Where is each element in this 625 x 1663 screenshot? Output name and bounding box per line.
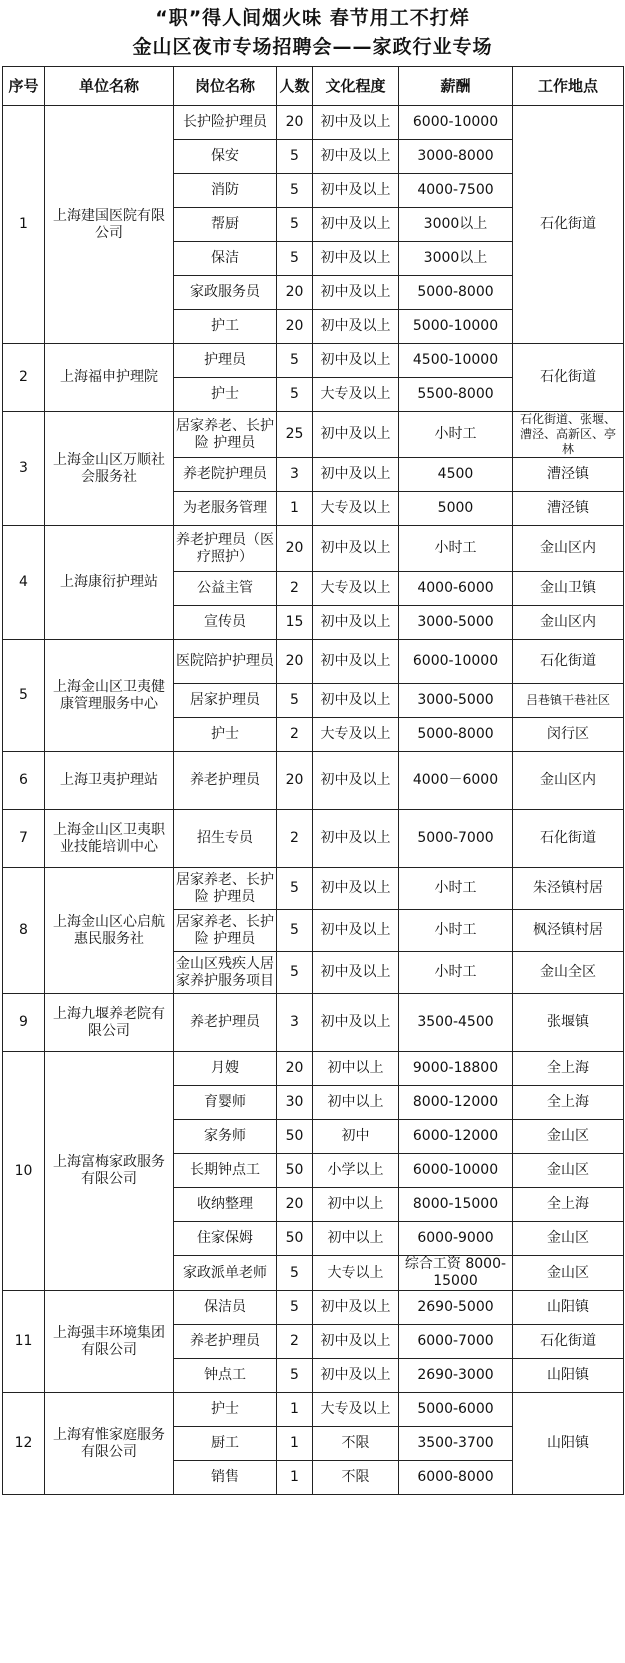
job-title: 养老院护理员 [174,458,277,492]
work-location: 石化街道 [513,344,624,412]
job-title: 养老护理员 [174,752,277,810]
job-title: 养老护理员 [174,1325,277,1359]
title-line-2: 金山区夜市专场招聘会——家政行业专场 [132,36,493,58]
job-title: 销售 [174,1461,277,1495]
job-title: 育婴师 [174,1086,277,1120]
job-title: 金山区残疾人居家养护服务项目 [174,952,277,994]
job-title: 帮厨 [174,208,277,242]
job-count: 20 [277,1188,313,1222]
job-salary: 3000-5000 [399,606,513,640]
job-education: 大专及以上 [313,718,399,752]
unit-number: 10 [3,1052,45,1291]
job-salary: 6000-12000 [399,1120,513,1154]
job-count: 20 [277,1052,313,1086]
work-location: 石化街道 [513,640,624,684]
job-count: 5 [277,1291,313,1325]
unit-number: 8 [3,868,45,994]
job-salary: 8000-15000 [399,1188,513,1222]
work-location: 枫泾镇村居 [513,910,624,952]
job-title: 消防 [174,174,277,208]
job-title: 家政派单老师 [174,1256,277,1291]
job-education: 初中及以上 [313,242,399,276]
work-location: 张堰镇 [513,994,624,1052]
work-location: 全上海 [513,1086,624,1120]
job-education: 初中及以上 [313,526,399,572]
job-title: 居家养老、长护险 护理员 [174,868,277,910]
unit-number: 5 [3,640,45,752]
job-count: 2 [277,1325,313,1359]
job-salary: 2690-5000 [399,1291,513,1325]
job-count: 50 [277,1120,313,1154]
job-salary: 6000-8000 [399,1461,513,1495]
job-title: 住家保姆 [174,1222,277,1256]
job-count: 5 [277,1256,313,1291]
job-salary: 4000-7500 [399,174,513,208]
work-location: 全上海 [513,1188,624,1222]
job-salary: 5000-7000 [399,810,513,868]
job-title: 护工 [174,310,277,344]
job-education: 初中及以上 [313,640,399,684]
table-row [3,526,624,572]
unit-number: 4 [3,526,45,640]
unit-name: 上海卫夷护理站 [45,752,174,810]
job-education: 初中及以上 [313,910,399,952]
job-salary: 小时工 [399,910,513,952]
job-education: 初中及以上 [313,106,399,140]
unit-number: 12 [3,1393,45,1495]
unit-name: 上海宥惟家庭服务有限公司 [45,1393,174,1495]
job-count: 20 [277,752,313,810]
job-title: 长护险护理员 [174,106,277,140]
job-salary: 3500-4500 [399,994,513,1052]
job-education: 初中以上 [313,1188,399,1222]
job-count: 1 [277,1461,313,1495]
table-row [3,1393,624,1427]
unit-number: 1 [3,106,45,344]
job-education: 初中以上 [313,1052,399,1086]
job-count: 25 [277,412,313,458]
table-row [3,412,624,458]
unit-name: 上海强丰环境集团有限公司 [45,1291,174,1393]
unit-number: 7 [3,810,45,868]
job-count: 5 [277,952,313,994]
job-salary: 综合工资 8000-15000 [399,1256,513,1291]
job-salary: 小时工 [399,868,513,910]
job-education: 小学以上 [313,1154,399,1188]
job-salary: 3500-3700 [399,1427,513,1461]
table-row [3,640,624,684]
job-title: 保洁 [174,242,277,276]
work-location: 金山区 [513,1256,624,1291]
job-count: 50 [277,1154,313,1188]
job-salary: 5000-10000 [399,310,513,344]
job-education: 不限 [313,1427,399,1461]
job-count: 2 [277,572,313,606]
job-count: 1 [277,1393,313,1427]
job-title: 保安 [174,140,277,174]
job-title: 医院陪护护理员 [174,640,277,684]
job-title: 家政服务员 [174,276,277,310]
job-education: 大专以上 [313,1256,399,1291]
job-title: 招生专员 [174,810,277,868]
work-location: 山阳镇 [513,1291,624,1325]
recruitment-table [2,66,624,1495]
job-count: 1 [277,492,313,526]
job-education: 不限 [313,1461,399,1495]
job-salary: 6000-7000 [399,1325,513,1359]
work-location: 金山区内 [513,752,624,810]
unit-number: 2 [3,344,45,412]
job-title: 养老护理员（医疗照护） [174,526,277,572]
table-row [3,994,624,1052]
unit-number: 3 [3,412,45,526]
job-salary: 6000-10000 [399,106,513,140]
unit-name: 上海康衍护理站 [45,526,174,640]
job-salary: 5000 [399,492,513,526]
job-salary: 小时工 [399,526,513,572]
work-location: 全上海 [513,1052,624,1086]
work-location: 漕泾镇 [513,458,624,492]
job-salary: 3000-8000 [399,140,513,174]
job-education: 初中及以上 [313,310,399,344]
work-location: 朱泾镇村居 [513,868,624,910]
unit-number: 11 [3,1291,45,1393]
job-education: 初中以上 [313,1222,399,1256]
table-row [3,344,624,378]
table-row [3,106,624,140]
job-education: 初中及以上 [313,276,399,310]
header-count: 人数 [277,67,313,106]
job-education: 初中及以上 [313,994,399,1052]
job-salary: 5000-8000 [399,276,513,310]
table-row [3,752,624,810]
unit-name: 上海九堰养老院有限公司 [45,994,174,1052]
job-education: 初中及以上 [313,684,399,718]
job-salary: 5000-8000 [399,718,513,752]
table-row [3,810,624,868]
work-location: 吕巷镇干巷社区 [513,684,624,718]
table-body [3,106,624,1495]
job-salary: 6000-10000 [399,1154,513,1188]
job-count: 5 [277,174,313,208]
job-salary: 4500 [399,458,513,492]
job-education: 初中及以上 [313,458,399,492]
unit-name: 上海金山区卫夷健康管理服务中心 [45,640,174,752]
job-salary: 3000以上 [399,208,513,242]
job-count: 30 [277,1086,313,1120]
title-line-1: “职”得人间烟火味 春节用工不打烊 [155,7,470,29]
unit-name: 上海金山区卫夷职业技能培训中心 [45,810,174,868]
job-title: 厨工 [174,1427,277,1461]
job-count: 20 [277,310,313,344]
work-location: 金山区 [513,1154,624,1188]
job-count: 15 [277,606,313,640]
job-salary: 6000-10000 [399,640,513,684]
job-count: 2 [277,718,313,752]
job-title: 护理员 [174,344,277,378]
job-salary: 9000-18800 [399,1052,513,1086]
job-education: 初中及以上 [313,208,399,242]
unit-number: 6 [3,752,45,810]
job-title: 护士 [174,718,277,752]
job-count: 1 [277,1427,313,1461]
unit-name: 上海金山区心启航惠民服务社 [45,868,174,994]
job-title: 钟点工 [174,1359,277,1393]
job-title: 长期钟点工 [174,1154,277,1188]
header-salary: 薪酬 [399,67,513,106]
job-count: 5 [277,242,313,276]
job-education: 初中 [313,1120,399,1154]
job-education: 初中及以上 [313,752,399,810]
job-salary: 3000-5000 [399,684,513,718]
job-salary: 小时工 [399,952,513,994]
job-count: 3 [277,994,313,1052]
job-education: 初中及以上 [313,140,399,174]
job-education: 初中及以上 [313,344,399,378]
job-count: 5 [277,684,313,718]
job-education: 初中及以上 [313,952,399,994]
job-education: 大专及以上 [313,572,399,606]
job-education: 初中及以上 [313,174,399,208]
job-title: 为老服务管理 [174,492,277,526]
header-location: 工作地点 [513,67,624,106]
work-location: 金山区内 [513,606,624,640]
job-title: 居家养老、长护险 护理员 [174,412,277,458]
work-location: 金山区 [513,1222,624,1256]
job-count: 5 [277,910,313,952]
unit-name: 上海福申护理院 [45,344,174,412]
job-salary: 5500-8000 [399,378,513,412]
job-title: 月嫂 [174,1052,277,1086]
job-title: 宣传员 [174,606,277,640]
work-location: 石化街道 [513,1325,624,1359]
job-title: 护士 [174,378,277,412]
work-location: 石化街道 [513,810,624,868]
job-count: 5 [277,378,313,412]
job-title: 公益主管 [174,572,277,606]
job-salary: 2690-3000 [399,1359,513,1393]
job-salary: 5000-6000 [399,1393,513,1427]
work-location: 山阳镇 [513,1359,624,1393]
job-education: 大专及以上 [313,492,399,526]
job-salary: 4000-6000 [399,572,513,606]
job-count: 5 [277,208,313,242]
unit-name: 上海建国医院有限公司 [45,106,174,344]
job-title: 护士 [174,1393,277,1427]
job-count: 3 [277,458,313,492]
header-job-title: 岗位名称 [174,67,277,106]
job-salary: 6000-9000 [399,1222,513,1256]
job-title: 居家护理员 [174,684,277,718]
job-count: 5 [277,1359,313,1393]
work-location: 闵行区 [513,718,624,752]
work-location: 金山区 [513,1120,624,1154]
job-count: 50 [277,1222,313,1256]
job-salary: 小时工 [399,412,513,458]
job-count: 20 [277,640,313,684]
work-location: 漕泾镇 [513,492,624,526]
header-unit-name: 单位名称 [45,67,174,106]
job-title: 收纳整理 [174,1188,277,1222]
table-row [3,1052,624,1086]
job-education: 初中及以上 [313,810,399,868]
job-title: 家务师 [174,1120,277,1154]
job-salary: 8000-12000 [399,1086,513,1120]
job-count: 20 [277,276,313,310]
job-education: 初中及以上 [313,1325,399,1359]
job-education: 初中及以上 [313,868,399,910]
job-title: 保洁员 [174,1291,277,1325]
job-count: 5 [277,344,313,378]
job-count: 2 [277,810,313,868]
job-education: 大专及以上 [313,1393,399,1427]
job-title: 养老护理员 [174,994,277,1052]
header-education: 文化程度 [313,67,399,106]
work-location: 山阳镇 [513,1393,624,1495]
table-row [3,868,624,910]
job-education: 初中以上 [313,1086,399,1120]
job-education: 初中及以上 [313,606,399,640]
title-block [0,0,625,66]
job-salary: 3000以上 [399,242,513,276]
work-location: 金山卫镇 [513,572,624,606]
job-title: 居家养老、长护险 护理员 [174,910,277,952]
job-count: 20 [277,526,313,572]
job-count: 20 [277,106,313,140]
job-count: 5 [277,868,313,910]
unit-number: 9 [3,994,45,1052]
job-education: 初中及以上 [313,1359,399,1393]
job-salary: 4500-10000 [399,344,513,378]
unit-name: 上海富梅家政服务有限公司 [45,1052,174,1291]
work-location: 石化街道、张堰、漕泾、高新区、亭林 [513,412,624,458]
job-salary: 4000－6000 [399,752,513,810]
table-row [3,1291,624,1325]
work-location: 金山区内 [513,526,624,572]
work-location: 石化街道 [513,106,624,344]
work-location: 金山全区 [513,952,624,994]
job-education: 初中及以上 [313,1291,399,1325]
job-count: 5 [277,140,313,174]
unit-name: 上海金山区万顺社会服务社 [45,412,174,526]
job-education: 初中及以上 [313,412,399,458]
header-no: 序号 [3,67,45,106]
header-row [3,67,624,106]
job-education: 大专及以上 [313,378,399,412]
